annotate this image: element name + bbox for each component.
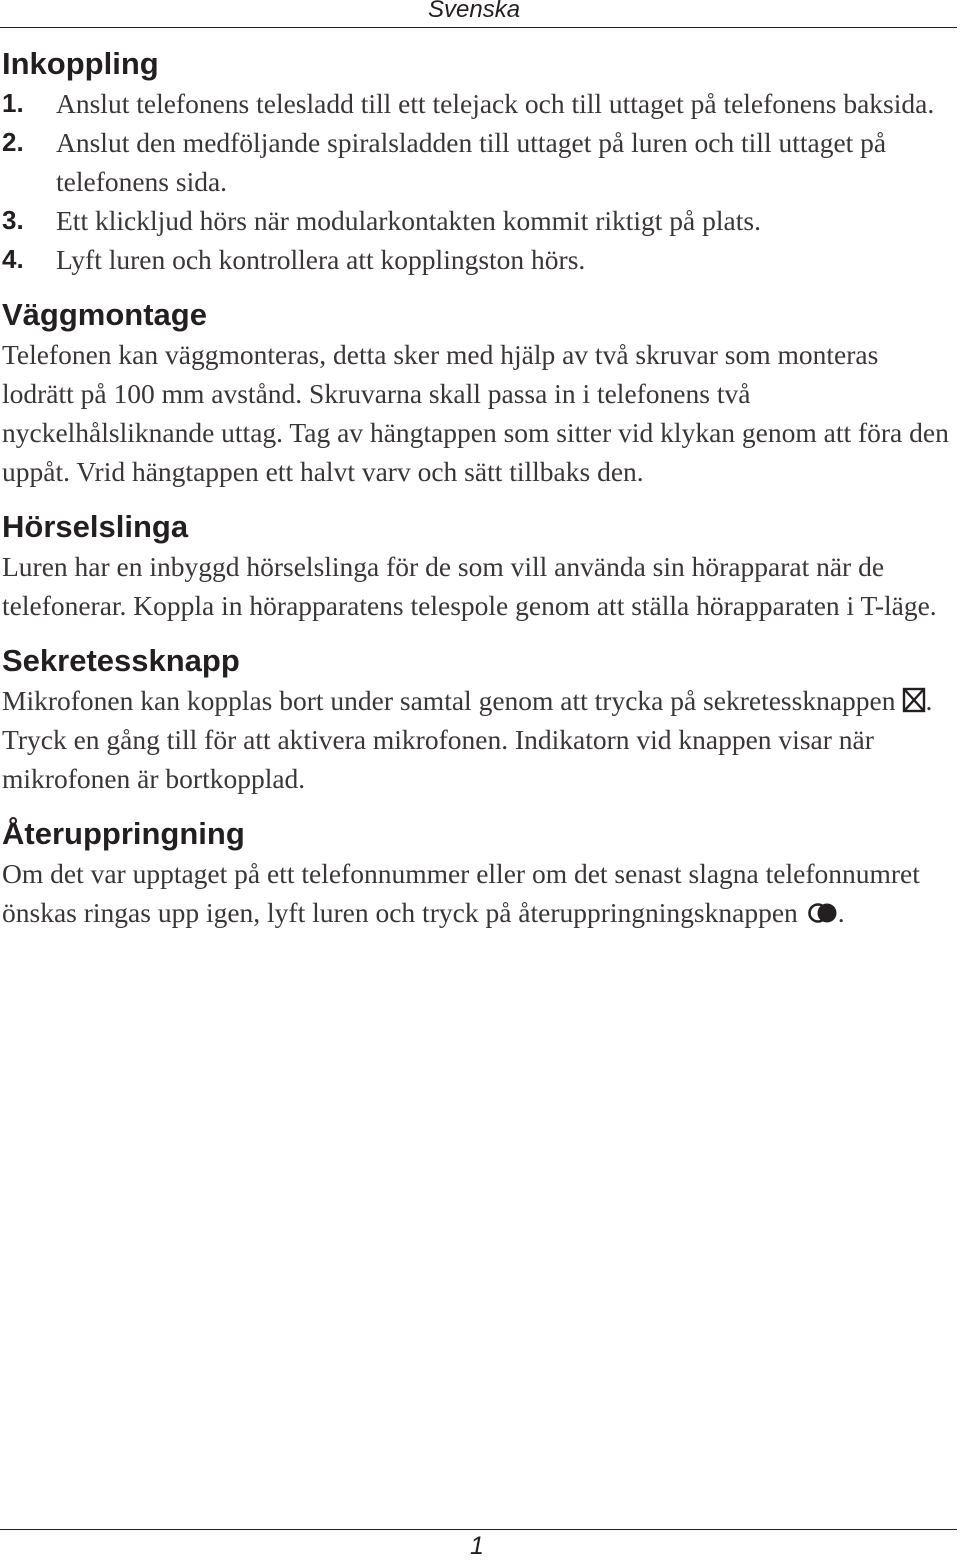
step-item xyxy=(2,84,952,123)
step-item xyxy=(2,201,952,240)
section-heading-horselslinga: Hörselslinga xyxy=(2,509,189,544)
page-content xyxy=(2,44,952,932)
section-heading-sekretessknapp: Sekretessknapp xyxy=(2,643,240,678)
steps-list xyxy=(2,84,952,279)
section-heading-ateruppringning: Återuppringning xyxy=(2,816,245,851)
header-language-label: Svenska xyxy=(428,0,521,23)
body-text-before-icon: Om det var upptaget på ett telefonnummer eller om det senast slagna telefonnumret önskas ringas upp igen, lyft luren och tryck på återuppringningsknappen xyxy=(2,858,920,928)
section-heading-inkoppling: Inkoppling xyxy=(2,46,159,81)
body-text-after-icon: . Tryck en gång till för att aktivera mikrofonen. Indikatorn vid knappen visar när mikrofonen är bortkopplad. xyxy=(2,685,933,794)
page-number: 1 xyxy=(470,1532,484,1560)
redial-icon xyxy=(808,895,838,917)
step-number: 3. xyxy=(2,205,24,235)
body-text-after-icon: . xyxy=(837,897,845,928)
section-sekretessknapp xyxy=(2,641,952,798)
step-number: 4. xyxy=(2,244,24,274)
step-item xyxy=(2,123,952,201)
body-text-before-icon: Mikrofonen kan kopplas bort under samtal genom att trycka på sekretessknappen xyxy=(2,685,896,716)
step-number: 1. xyxy=(2,88,24,118)
section-body-ateruppringning xyxy=(2,854,952,932)
step-number: 2. xyxy=(2,127,24,157)
section-body-horselslinga: Luren har en inbyggd hörselslinga för de som vill använda sin hörapparat när de telefonerar. Koppla in hörapparatens telespole genom att ställa hörapparaten i T-läge. xyxy=(2,551,937,621)
step-text: Anslut telefonens telesladd till ett telejack och till uttaget på telefonens baksida. xyxy=(56,88,935,119)
footer-divider xyxy=(0,1529,957,1530)
step-item xyxy=(2,240,952,279)
section-vaggmontage xyxy=(2,295,952,491)
section-inkoppling xyxy=(2,44,952,279)
header-divider xyxy=(0,27,957,28)
section-body-vaggmontage: Telefonen kan väggmonteras, detta sker med hjälp av två skruvar som monteras lodrätt på 100 mm avstånd. Skruvarna skall passa in i telefonens två nyckelhålsliknande uttag. Tag av hängtappen som sitter vid klykan genom att föra den uppåt. Vrid hängtappen ett halvt varv och sätt tillbaks den. xyxy=(2,339,949,487)
step-text: Anslut den medföljande spiralsladden till uttaget på luren och till uttaget på telefonens sida. xyxy=(56,127,887,197)
section-heading-vaggmontage: Väggmontage xyxy=(2,297,207,332)
step-text: Ett klickljud hörs när modularkontakten kommit riktigt på plats. xyxy=(56,205,761,236)
section-body-sekretessknapp xyxy=(2,681,952,798)
section-horselslinga xyxy=(2,507,952,625)
step-text: Lyft luren och kontrollera att kopplingston hörs. xyxy=(56,244,586,275)
section-ateruppringning xyxy=(2,814,952,932)
mute-icon xyxy=(902,684,926,710)
